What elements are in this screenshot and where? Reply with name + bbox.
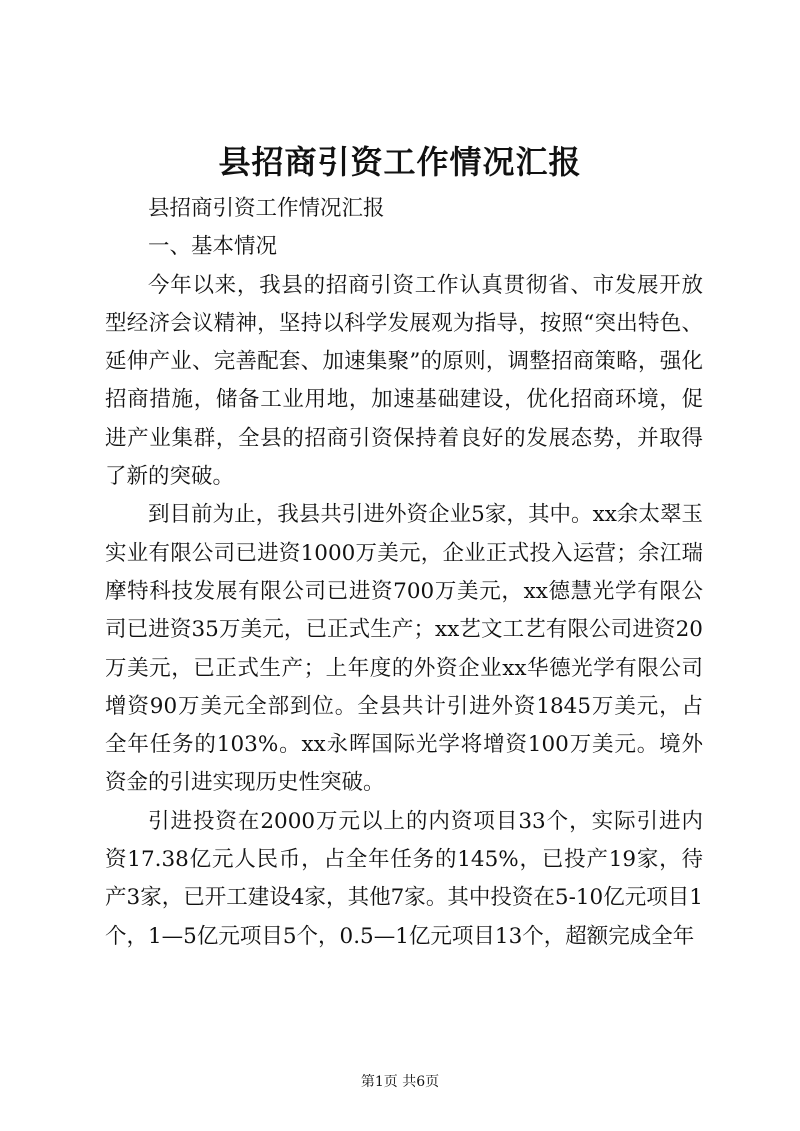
paragraph-domestic-investment: 引进投资在2000万元以上的内资项目33个，实际引进内资17.38亿元人民币，占全年任务的145%，已投产19家，待产3家，已开工建设4家，其他7家。其中投资在5-10亿元项目1个，1—5亿元项目5个，0.5—1亿元项目13个，超额完成全年	[105, 808, 703, 949]
page-footer: 第1页 共6页	[360, 1074, 440, 1090]
paragraph-subtitle: 县招商引资工作情况汇报	[148, 196, 385, 221]
document-title: 县招商引资工作情况汇报	[218, 143, 582, 181]
paragraph-section-heading: 一、基本情况	[148, 234, 278, 260]
paragraph-overview: 今年以来，我县的招商引资工作认真贯彻省、市发展开放型经济会议精神，坚持以科学发展观为指导，按照“突出特色、延伸产业、完善配套、加速集聚”的原则，调整招商策略，强化招商措施，储备工业用地，加速基础建设，优化招商环境，促进产业集群，全县的招商引资保持着良好的发展态势，并取得了新的突破。	[105, 272, 703, 490]
document-body	[105, 190, 703, 956]
paragraph-foreign-investment: 到目前为止，我县共引进外资企业5家，其中。xx余太翠玉实业有限公司已进资1000万美元，企业正式投入运营；余江瑞摩特科技发展有限公司已进资700万美元，xx德慧光学有限公司已进资35万美元，已正式生产；xx艺文工艺有限公司进资20万美元，已正式生产；上年度的外资企业xx华德光学有限公司增资90万美元全部到位。全县共计引进外资1845万美元，占全年任务的103%。xx永晖国际光学将增资100万美元。境外资金的引进实现历史性突破。	[105, 502, 703, 796]
